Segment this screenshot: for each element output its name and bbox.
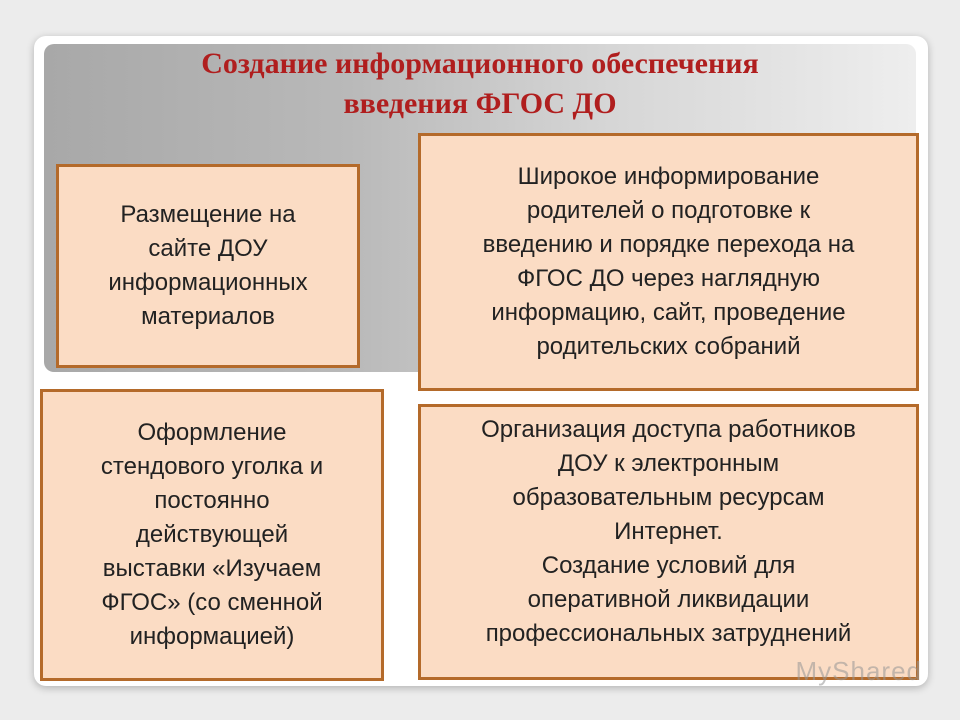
box-site-materials-text: Размещение на сайте ДОУ информационных материалов	[108, 201, 308, 330]
slide-title: Создание информационного обеспечения введения ФГОС ДО	[201, 47, 759, 120]
box-parents-info-text: Широкое информирование родителей о подготовке к введению и порядке перехода на ФГОС ДО через наглядную информацию, сайт, проведение родительских собраний	[482, 163, 855, 360]
box-stand-corner-text: Оформление стендового уголка и постоянно действующей выставки «Изучаем ФГОС» (со сменной информацией)	[100, 419, 324, 650]
box-parents-info	[418, 133, 919, 391]
box-stand-corner	[40, 389, 384, 681]
box-internet-access	[418, 404, 919, 680]
watermark-logo: MyShared	[795, 656, 922, 686]
box-internet-access-text: Организация доступа работников ДОУ к электронным образовательным ресурсам Интернет. Создание условий для оперативной ликвидации профессиональных затруднений	[481, 416, 856, 647]
box-site-materials	[56, 164, 360, 368]
